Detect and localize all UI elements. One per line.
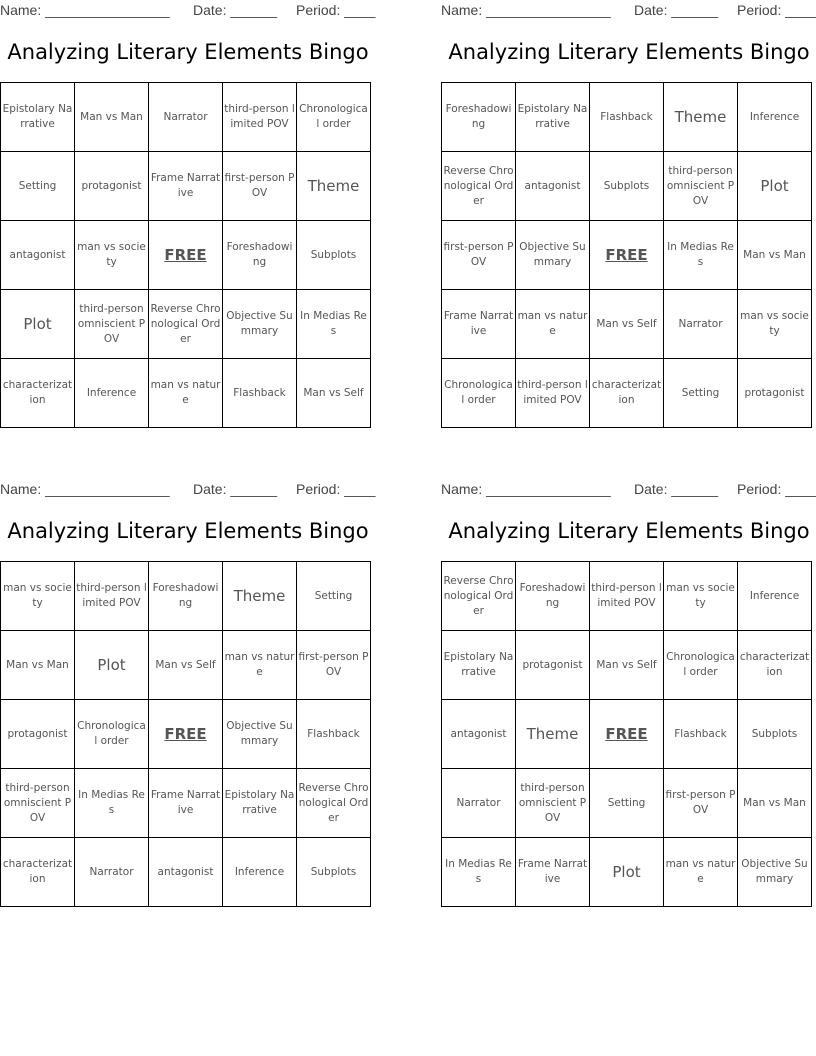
date-field-label: Date: ______ [193,481,278,497]
bingo-cell: man vs society [75,221,149,290]
free-space-cell: FREE [590,221,664,290]
grid-row [442,152,812,221]
bingo-cell: man vs nature [149,359,223,428]
bingo-cell: Setting [664,359,738,428]
bingo-cell: third-person limited POV [516,359,590,428]
bingo-cell: Reverse Chronological Order [149,290,223,359]
bingo-cell: Inference [75,359,149,428]
grid-row [442,290,812,359]
bingo-cell: Epistolary Narrative [1,83,75,152]
period-field-label: Period: ____ [737,2,816,18]
bingo-cell: man vs nature [223,631,297,700]
bingo-cell: Frame Narrative [149,152,223,221]
student-info-line [0,481,376,497]
bingo-cell: Man vs Man [738,769,812,838]
bingo-cell: In Medias Res [75,769,149,838]
bingo-cell: Epistolary Narrative [442,631,516,700]
grid-row [442,631,812,700]
bingo-cell: Frame Narrative [516,838,590,907]
bingo-cell: antagonist [1,221,75,290]
bingo-cell: Foreshadowing [516,562,590,631]
bingo-cell: third-person omniscient POV [516,769,590,838]
bingo-cell: Subplots [738,700,812,769]
bingo-cell: third-person omniscient POV [75,290,149,359]
free-space-cell: FREE [149,221,223,290]
bingo-cell: Inference [223,838,297,907]
bingo-cell: Foreshadowing [223,221,297,290]
bingo-cell: Man vs Man [75,83,149,152]
bingo-cell: Man vs Self [149,631,223,700]
bingo-cell: protagonist [1,700,75,769]
bingo-cell: Objective Summary [223,290,297,359]
bingo-cell: protagonist [738,359,812,428]
free-space-cell: FREE [149,700,223,769]
bingo-cell: Reverse Chronological Order [297,769,371,838]
bingo-cell: Foreshadowing [149,562,223,631]
bingo-cell: Epistolary Narrative [223,769,297,838]
bingo-cell: Setting [1,152,75,221]
bingo-cell: Objective Summary [516,221,590,290]
bingo-cell: Flashback [223,359,297,428]
student-info-line [441,481,816,497]
bingo-cell: Narrator [149,83,223,152]
grid-row [1,221,371,290]
bingo-cell: Plot [1,290,75,359]
bingo-cell: protagonist [75,152,149,221]
bingo-cell: Inference [738,83,812,152]
bingo-cell: Man vs Self [590,631,664,700]
grid-row [1,769,371,838]
bingo-grid [441,82,812,428]
grid-row [442,838,812,907]
bingo-cell: third-person omniscient POV [1,769,75,838]
bingo-cell: Reverse Chronological Order [442,152,516,221]
bingo-cell: Flashback [590,83,664,152]
bingo-cell: antagonist [149,838,223,907]
grid-row [1,838,371,907]
card-title: Analyzing Literary Elements Bingo [448,519,810,543]
grid-row [1,631,371,700]
bingo-cell: Man vs Self [297,359,371,428]
bingo-cell: Chronological order [442,359,516,428]
bingo-cell: man vs society [738,290,812,359]
bingo-cell: Objective Summary [738,838,812,907]
free-space-cell: FREE [590,700,664,769]
bingo-cell: first-person POV [442,221,516,290]
bingo-cell: third-person limited POV [75,562,149,631]
bingo-cell: Theme [516,700,590,769]
bingo-cell: Chronological order [664,631,738,700]
bingo-cell: third-person limited POV [223,83,297,152]
grid-row [1,83,371,152]
bingo-cell: Chronological order [297,83,371,152]
name-field-label: Name: ________________ [441,2,611,18]
bingo-cell: Reverse Chronological Order [442,562,516,631]
bingo-cell: man vs nature [664,838,738,907]
grid-row [442,83,812,152]
bingo-grid [0,82,371,428]
bingo-cell: In Medias Res [442,838,516,907]
bingo-cell: Objective Summary [223,700,297,769]
bingo-cell: characterization [1,838,75,907]
bingo-cell: Flashback [664,700,738,769]
bingo-cell: Flashback [297,700,371,769]
grid-row [442,700,812,769]
bingo-cell: Setting [297,562,371,631]
grid-row [442,359,812,428]
bingo-cell: Frame Narrative [149,769,223,838]
period-field-label: Period: ____ [737,481,816,497]
name-field-label: Name: ________________ [0,2,170,18]
bingo-cell: Man vs Man [738,221,812,290]
grid-row [1,152,371,221]
bingo-cell: Theme [297,152,371,221]
bingo-cell: Chronological order [75,700,149,769]
bingo-cell: man vs society [1,562,75,631]
period-field-label: Period: ____ [296,481,376,497]
bingo-cell: first-person POV [664,769,738,838]
bingo-cell: man vs nature [516,290,590,359]
bingo-cell: Inference [738,562,812,631]
card-title: Analyzing Literary Elements Bingo [7,40,369,64]
bingo-cell: first-person POV [223,152,297,221]
card-title: Analyzing Literary Elements Bingo [448,40,810,64]
bingo-cell: antagonist [442,700,516,769]
name-field-label: Name: ________________ [0,481,170,497]
bingo-cell: Subplots [590,152,664,221]
bingo-cell: Foreshadowing [442,83,516,152]
bingo-cell: first-person POV [297,631,371,700]
bingo-cell: Subplots [297,221,371,290]
bingo-cell: Frame Narrative [442,290,516,359]
name-field-label: Name: ________________ [441,481,611,497]
bingo-grid [441,561,812,907]
bingo-cell: In Medias Res [297,290,371,359]
bingo-cell: characterization [738,631,812,700]
bingo-grid [0,561,371,907]
bingo-cell: antagonist [516,152,590,221]
grid-row [1,359,371,428]
period-field-label: Period: ____ [296,2,376,18]
bingo-cell: protagonist [516,631,590,700]
bingo-cell: Plot [590,838,664,907]
bingo-cell: Narrator [664,290,738,359]
bingo-cell: In Medias Res [664,221,738,290]
bingo-cell: third-person omniscient POV [664,152,738,221]
grid-row [1,562,371,631]
bingo-cell: Man vs Man [1,631,75,700]
date-field-label: Date: ______ [193,2,278,18]
bingo-cell: characterization [590,359,664,428]
date-field-label: Date: ______ [634,2,719,18]
card-title: Analyzing Literary Elements Bingo [7,519,369,543]
student-info-line [0,2,376,18]
bingo-cell: third-person limited POV [590,562,664,631]
grid-row [442,562,812,631]
bingo-cell: Theme [664,83,738,152]
grid-row [442,769,812,838]
bingo-cell: Man vs Self [590,290,664,359]
bingo-cell: Setting [590,769,664,838]
date-field-label: Date: ______ [634,481,719,497]
bingo-cell: Epistolary Narrative [516,83,590,152]
bingo-cell: Narrator [442,769,516,838]
bingo-cell: Theme [223,562,297,631]
grid-row [1,290,371,359]
bingo-cell: characterization [1,359,75,428]
bingo-cell: Plot [75,631,149,700]
grid-row [1,700,371,769]
bingo-cell: man vs society [664,562,738,631]
grid-row [442,221,812,290]
bingo-cell: Narrator [75,838,149,907]
student-info-line [441,2,816,18]
bingo-cell: Subplots [297,838,371,907]
bingo-cell: Plot [738,152,812,221]
